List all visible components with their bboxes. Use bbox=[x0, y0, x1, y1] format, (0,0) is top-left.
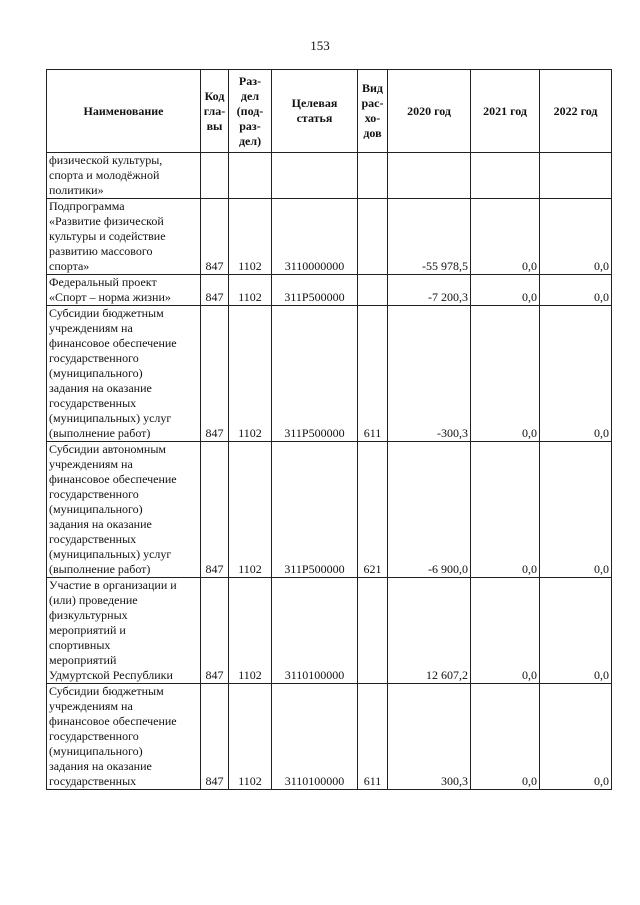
cell-name bbox=[47, 275, 201, 306]
cell-kod-glavy: 847 bbox=[201, 442, 229, 578]
header-line: дов bbox=[363, 126, 382, 140]
name-line: государственных bbox=[49, 532, 137, 546]
cell-2021: 0,0 bbox=[471, 578, 540, 684]
name-line: Удмуртской Республики bbox=[49, 668, 173, 682]
cell-tselevaya-statya: 311P500000 bbox=[272, 442, 358, 578]
header-line: Вид bbox=[362, 81, 383, 95]
cell-razdel bbox=[229, 153, 272, 199]
name-line: спорта» bbox=[49, 259, 90, 273]
cell-vid-raskhodov bbox=[358, 199, 388, 275]
name-line: спорта и молодёжной bbox=[49, 168, 160, 182]
name-line: задания на оказание bbox=[49, 517, 152, 531]
cell-vid-raskhodov bbox=[358, 578, 388, 684]
name-line: (муниципальных) услуг bbox=[49, 547, 172, 561]
cell-tselevaya-statya: 3110100000 bbox=[272, 684, 358, 790]
cell-kod-glavy: 847 bbox=[201, 684, 229, 790]
name-line: развитию массового bbox=[49, 244, 153, 258]
name-line: государственных bbox=[49, 774, 137, 788]
cell-2020: -55 978,5 bbox=[388, 199, 471, 275]
cell-2022: 0,0 bbox=[540, 578, 612, 684]
cell-kod-glavy: 847 bbox=[201, 306, 229, 442]
header-name: Наименование bbox=[47, 70, 201, 153]
cell-2020: 12 607,2 bbox=[388, 578, 471, 684]
cell-2022: 0,0 bbox=[540, 275, 612, 306]
cell-2021: 0,0 bbox=[471, 684, 540, 790]
cell-tselevaya-statya: 311P500000 bbox=[272, 275, 358, 306]
header-line: рас- bbox=[361, 96, 384, 110]
name-line: (выполнение работ) bbox=[49, 562, 151, 576]
header-2021: 2021 год bbox=[471, 70, 540, 153]
cell-kod-glavy bbox=[201, 153, 229, 199]
cell-vid-raskhodov: 611 bbox=[358, 684, 388, 790]
name-line: Федеральный проект bbox=[49, 275, 157, 289]
table-row bbox=[47, 442, 612, 578]
cell-2021 bbox=[471, 153, 540, 199]
name-line: мероприятий bbox=[49, 653, 117, 667]
header-razdel bbox=[229, 70, 272, 153]
cell-razdel: 1102 bbox=[229, 275, 272, 306]
header-line: дел) bbox=[238, 133, 262, 148]
cell-2022: 0,0 bbox=[540, 442, 612, 578]
cell-name bbox=[47, 578, 201, 684]
cell-2021: 0,0 bbox=[471, 306, 540, 442]
name-line: (выполнение работ) bbox=[49, 426, 151, 440]
name-line: «Спорт – норма жизни» bbox=[49, 290, 171, 304]
name-line: учреждениям на bbox=[49, 321, 133, 335]
name-line: задания на оказание bbox=[49, 381, 152, 395]
header-line: раз- bbox=[239, 118, 261, 133]
header-tselevaya-statya bbox=[272, 70, 358, 153]
cell-tselevaya-statya: 3110000000 bbox=[272, 199, 358, 275]
header-line: (под- bbox=[236, 103, 264, 118]
header-line: гла- bbox=[203, 103, 226, 118]
cell-2020 bbox=[388, 153, 471, 199]
name-line: политики» bbox=[49, 183, 104, 197]
header-line: Раз- bbox=[238, 73, 262, 88]
cell-kod-glavy: 847 bbox=[201, 275, 229, 306]
name-line: государственного bbox=[49, 351, 139, 365]
cell-tselevaya-statya: 3110100000 bbox=[272, 578, 358, 684]
page-number: 153 bbox=[310, 38, 330, 53]
header-2022: 2022 год bbox=[540, 70, 612, 153]
name-line: государственного bbox=[49, 729, 139, 743]
cell-name bbox=[47, 684, 201, 790]
cell-2020: -6 900,0 bbox=[388, 442, 471, 578]
name-line: государственного bbox=[49, 487, 139, 501]
cell-2021: 0,0 bbox=[471, 199, 540, 275]
cell-tselevaya-statya: 311P500000 bbox=[272, 306, 358, 442]
name-line: «Развитие физической bbox=[49, 214, 164, 228]
budget-table bbox=[46, 69, 612, 790]
name-line: культуры и содействие bbox=[49, 229, 166, 243]
header-line: вы bbox=[206, 118, 223, 133]
cell-2021: 0,0 bbox=[471, 275, 540, 306]
name-line: мероприятий и bbox=[49, 623, 126, 637]
cell-2020: -300,3 bbox=[388, 306, 471, 442]
name-line: финансовое обеспечение bbox=[49, 472, 177, 486]
table-header-row bbox=[47, 70, 612, 153]
name-line: Субсидии автономным bbox=[49, 442, 166, 456]
header-vid-raskhodov bbox=[358, 70, 388, 153]
name-line: учреждениям на bbox=[49, 699, 133, 713]
cell-kod-glavy: 847 bbox=[201, 578, 229, 684]
table-row bbox=[47, 199, 612, 275]
name-line: (или) проведение bbox=[49, 593, 138, 607]
name-line: (муниципального) bbox=[49, 744, 143, 758]
cell-2021: 0,0 bbox=[471, 442, 540, 578]
cell-2022: 0,0 bbox=[540, 684, 612, 790]
header-line: хо- bbox=[364, 111, 381, 125]
header-kod-glavy bbox=[201, 70, 229, 153]
name-line: государственных bbox=[49, 396, 137, 410]
table-row bbox=[47, 684, 612, 790]
name-line: учреждениям на bbox=[49, 457, 133, 471]
name-line: задания на оказание bbox=[49, 759, 152, 773]
cell-razdel: 1102 bbox=[229, 578, 272, 684]
name-line: Участие в организации и bbox=[49, 578, 177, 592]
cell-2022 bbox=[540, 153, 612, 199]
cell-razdel: 1102 bbox=[229, 199, 272, 275]
cell-razdel: 1102 bbox=[229, 684, 272, 790]
name-line: физкультурных bbox=[49, 608, 128, 622]
table-row bbox=[47, 275, 612, 306]
table-row bbox=[47, 306, 612, 442]
cell-name bbox=[47, 442, 201, 578]
header-line: Целевая bbox=[291, 96, 338, 110]
cell-vid-raskhodov: 621 bbox=[358, 442, 388, 578]
name-line: Субсидии бюджетным bbox=[49, 306, 164, 320]
cell-razdel: 1102 bbox=[229, 442, 272, 578]
name-line: Субсидии бюджетным bbox=[49, 684, 164, 698]
cell-tselevaya-statya bbox=[272, 153, 358, 199]
header-line: статья bbox=[296, 111, 333, 125]
cell-name bbox=[47, 199, 201, 275]
cell-name bbox=[47, 306, 201, 442]
header-line: дел bbox=[240, 88, 260, 103]
cell-vid-raskhodov bbox=[358, 153, 388, 199]
cell-2022: 0,0 bbox=[540, 306, 612, 442]
cell-kod-glavy: 847 bbox=[201, 199, 229, 275]
name-line: физической культуры, bbox=[49, 153, 163, 167]
cell-2022: 0,0 bbox=[540, 199, 612, 275]
name-line: Подпрограмма bbox=[49, 199, 125, 213]
header-2020: 2020 год bbox=[388, 70, 471, 153]
cell-vid-raskhodov bbox=[358, 275, 388, 306]
cell-name bbox=[47, 153, 201, 199]
name-line: финансовое обеспечение bbox=[49, 336, 177, 350]
cell-razdel: 1102 bbox=[229, 306, 272, 442]
name-line: (муниципального) bbox=[49, 502, 143, 516]
name-line: (муниципальных) услуг bbox=[49, 411, 172, 425]
table-body bbox=[47, 153, 612, 790]
name-line: спортивных bbox=[49, 638, 111, 652]
cell-2020: -7 200,3 bbox=[388, 275, 471, 306]
name-line: (муниципального) bbox=[49, 366, 143, 380]
table-row bbox=[47, 153, 612, 199]
cell-vid-raskhodov: 611 bbox=[358, 306, 388, 442]
table-row bbox=[47, 578, 612, 684]
header-line: Код bbox=[204, 88, 225, 103]
cell-2020: 300,3 bbox=[388, 684, 471, 790]
name-line: финансовое обеспечение bbox=[49, 714, 177, 728]
